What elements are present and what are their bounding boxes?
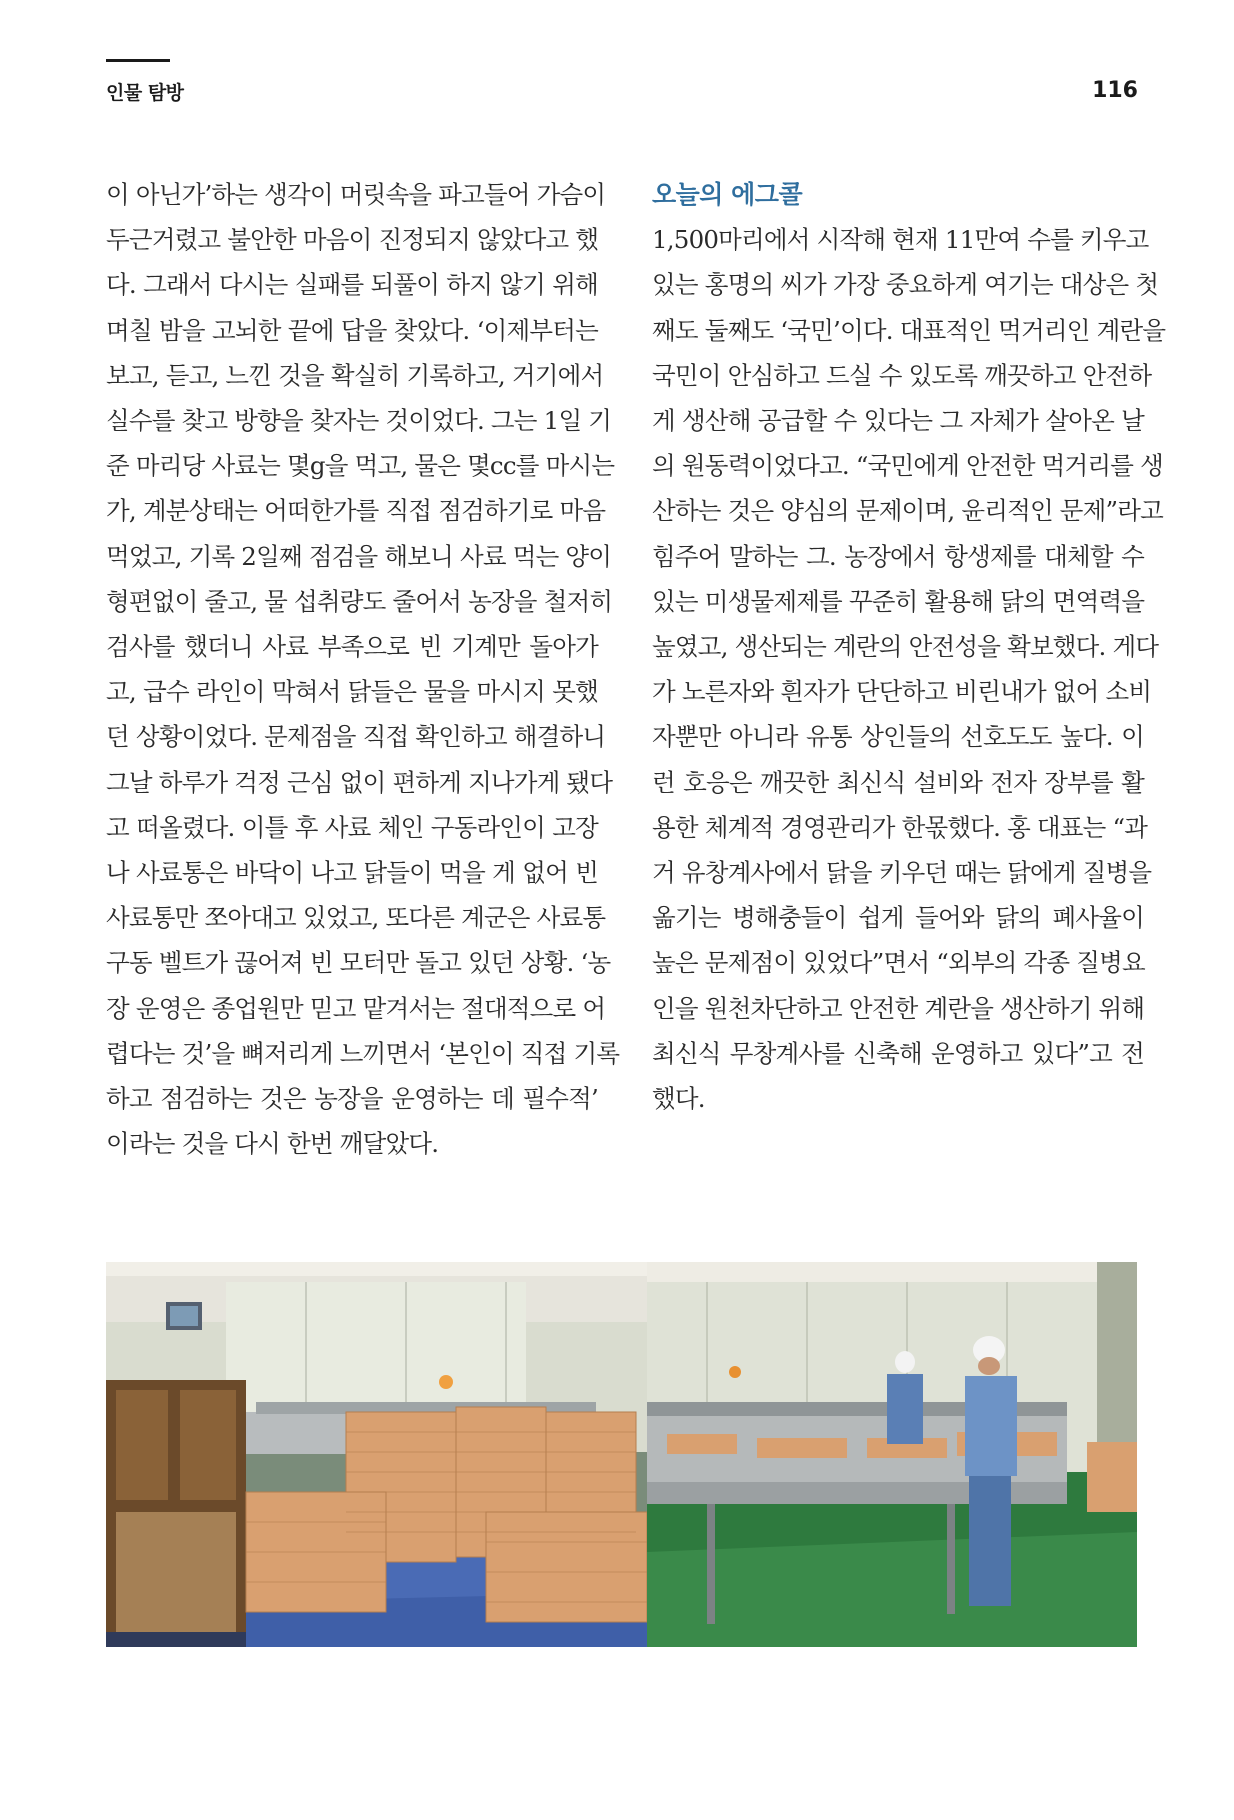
text-line: 옮기는 병해충들이 쉽게 들어와 닭의 폐사율이 (652, 903, 1144, 933)
text-line: 런 호응은 깨끗한 최신식 설비와 전자 장부를 활 (652, 767, 1144, 797)
text-line: 게 생산해 공급할 수 있다는 그 자체가 살아온 날 (652, 406, 1144, 436)
text-line: 가, 계분상태는 어떠한가를 직접 점검하기로 마음 (106, 496, 606, 526)
text-line: 던 상황이었다. 문제점을 직접 확인하고 해결하니 (106, 722, 606, 752)
text-line: 렵다는 것’을 뼈저리게 느끼면서 ‘본인이 직접 기록 (106, 1038, 620, 1068)
text-line: 1,500마리에서 시작해 현재 11만여 수를 키우고 (652, 225, 1149, 255)
text-line: 보고, 듣고, 느낀 것을 확실히 기록하고, 거기에서 (106, 360, 604, 390)
text-line: 고 떠올렸다. 이틀 후 사료 체인 구동라인이 고장 (106, 812, 598, 842)
text-line: 째도 둘째도 ‘국민’이다. 대표적인 먹거리인 계란을 (652, 315, 1166, 345)
right-column (652, 172, 1166, 1121)
text-line: 며칠 밤을 고뇌한 끝에 답을 찾았다. ‘이제부터는 (106, 315, 598, 345)
text-line: 사료통만 쪼아대고 있었고, 또다른 계군은 사료통 (106, 903, 606, 933)
text-line: 검사를 했더니 사료 부족으로 빈 기계만 돌아가 (106, 632, 598, 662)
text-line: 하고 점검하는 것은 농장을 운영하는 데 필수적’ (106, 1084, 598, 1114)
text-line: 용한 체계적 경영관리가 한몫했다. 홍 대표는 “과 (652, 812, 1148, 842)
text-line: 힘주어 말하는 그. 농장에서 항생제를 대체할 수 (652, 541, 1144, 571)
egg-tray-stacks-photo (106, 1262, 647, 1647)
section-label: 인물 탐방 (106, 82, 184, 104)
page-number: 116 (1092, 78, 1138, 103)
text-line: 자뿐만 아니라 유통 상인들의 선호도도 높다. 이 (652, 722, 1144, 752)
egg-grading-workers-photo (647, 1262, 1137, 1647)
text-line: 가 노른자와 흰자가 단단하고 비린내가 없어 소비 (652, 677, 1152, 707)
text-line: 의 원동력이었다고. “국민에게 안전한 먹거리를 생 (652, 451, 1163, 481)
text-line: 있는 미생물제제를 꾸준히 활용해 닭의 면역력을 (652, 586, 1145, 616)
text-line: 준 마리당 사료는 몇g을 먹고, 물은 몇cc를 마시는 (106, 451, 615, 481)
text-line: 이 아닌가’하는 생각이 머릿속을 파고들어 가슴이 (106, 180, 606, 209)
text-line: 거 유창계사에서 닭을 키우던 때는 닭에게 질병을 (652, 858, 1152, 888)
left-column (106, 172, 620, 1166)
section-subheading: 오늘의 에그콜 (652, 180, 803, 209)
text-line: 형편없이 줄고, 물 섭취량도 줄어서 농장을 철저히 (106, 586, 613, 616)
text-line: 했다. (652, 1084, 705, 1114)
text-line: 높은 문제점이 있었다”면서 “외부의 각종 질병요 (652, 948, 1145, 978)
text-line: 다. 그래서 다시는 실패를 되풀이 하지 않기 위해 (106, 270, 598, 300)
text-line: 이라는 것을 다시 한번 깨달았다. (106, 1129, 439, 1159)
text-line: 최신식 무창계사를 신축해 운영하고 있다”고 전 (652, 1038, 1144, 1068)
text-line: 그날 하루가 걱정 근심 없이 편하게 지나가게 됐다 (106, 767, 613, 797)
text-line: 국민이 안심하고 드실 수 있도록 깨끗하고 안전하 (652, 360, 1152, 390)
text-line: 구동 벨트가 끊어져 빈 모터만 돌고 있던 상황. ‘농 (106, 948, 611, 978)
text-line: 장 운영은 종업원만 믿고 맡겨서는 절대적으로 어 (106, 993, 606, 1023)
text-line: 높였고, 생산되는 계란의 안전성을 확보했다. 게다 (652, 632, 1159, 662)
text-line: 있는 홍명의 씨가 가장 중요하게 여기는 대상은 첫 (652, 270, 1159, 300)
text-line: 먹었고, 기록 2일째 점검을 해보니 사료 먹는 양이 (106, 541, 612, 571)
text-line: 두근거렸고 불안한 마음이 진정되지 않았다고 했 (106, 225, 599, 255)
header-rule (106, 59, 170, 62)
photo-strip (106, 1262, 1137, 1647)
text-line: 고, 급수 라인이 막혀서 닭들은 물을 마시지 못했 (106, 677, 598, 707)
text-line: 나 사료통은 바닥이 나고 닭들이 먹을 게 없어 빈 (106, 858, 598, 888)
text-line: 인을 원천차단하고 안전한 계란을 생산하기 위해 (652, 993, 1145, 1023)
text-line: 실수를 찾고 방향을 찾자는 것이었다. 그는 1일 기 (106, 406, 612, 436)
text-line: 산하는 것은 양심의 문제이며, 윤리적인 문제”라고 (652, 496, 1163, 526)
